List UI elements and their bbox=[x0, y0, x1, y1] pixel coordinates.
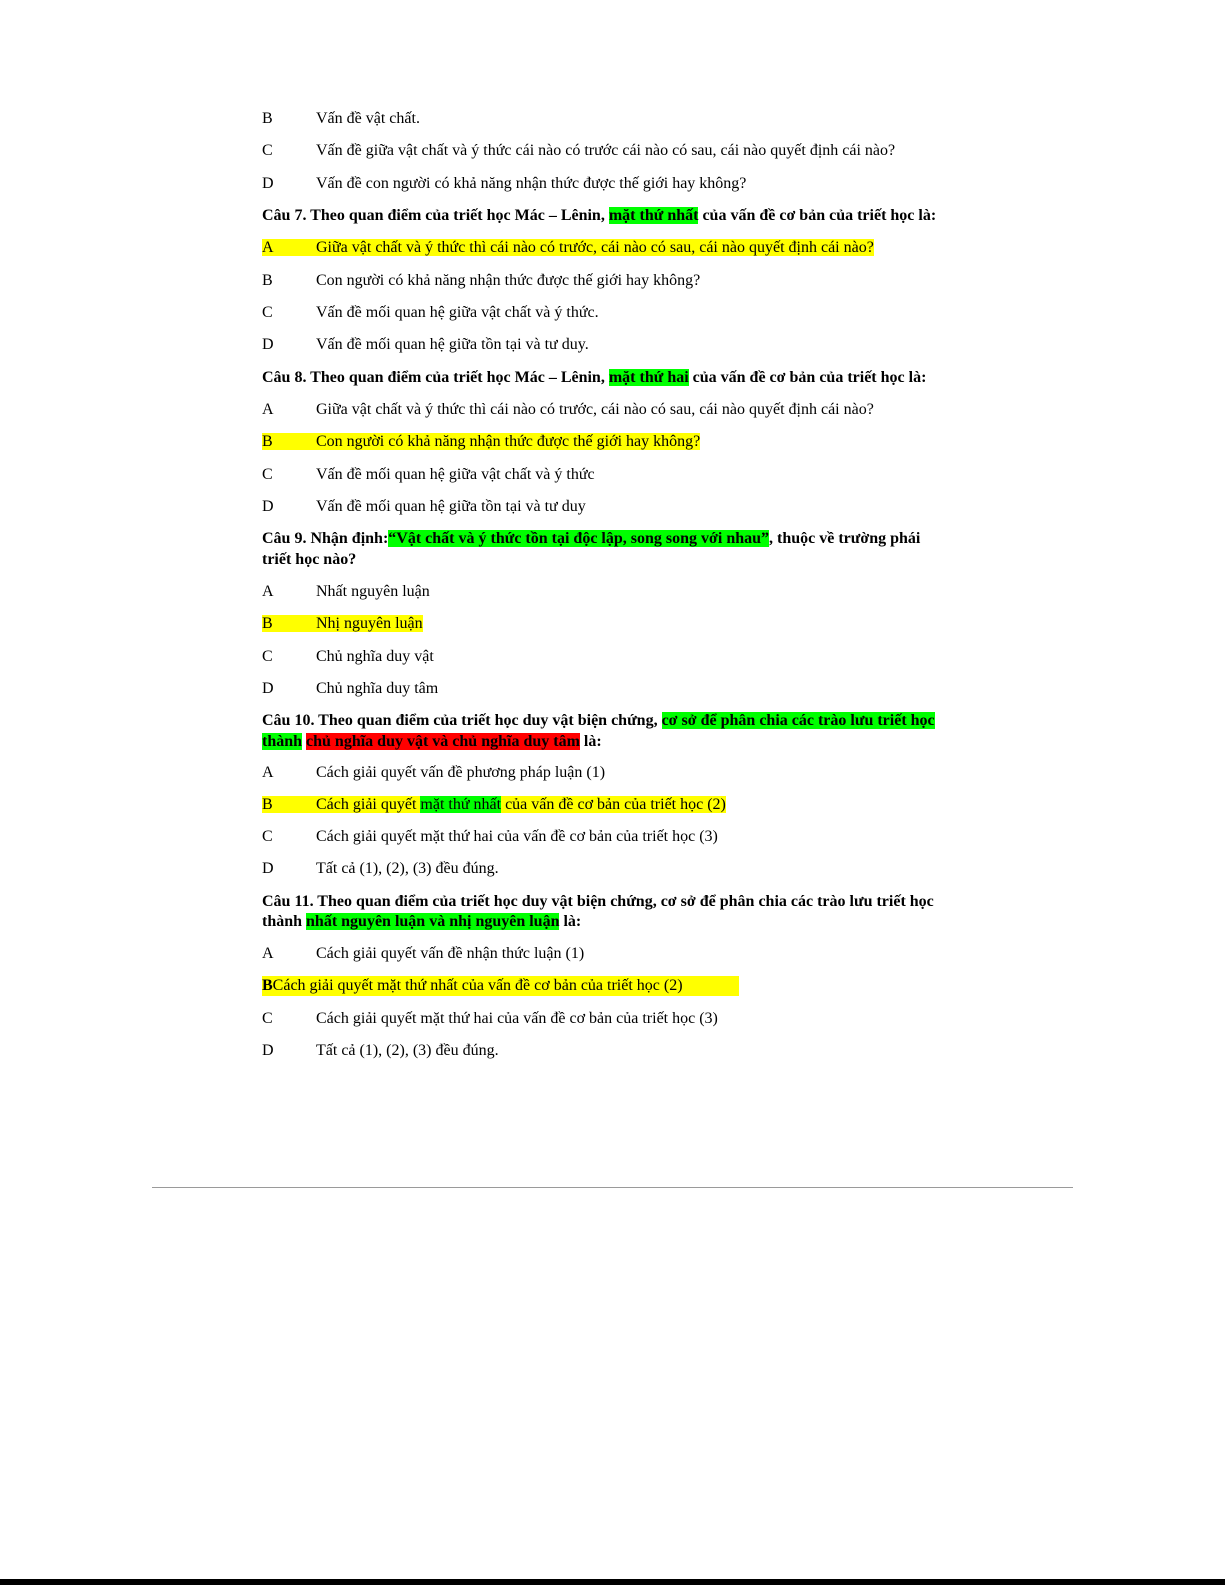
option-letter: D bbox=[262, 336, 274, 353]
q7-option-b bbox=[262, 271, 700, 291]
option-letter: A bbox=[262, 239, 274, 256]
option-text: Con người có khả năng nhận thức được thế giới hay không? bbox=[316, 433, 701, 450]
option-letter: C bbox=[262, 142, 273, 159]
q10-option-a bbox=[262, 763, 605, 783]
question-text: của vấn đề cơ bản của triết học là: bbox=[688, 369, 927, 386]
option-text: Tất cả (1), (2), (3) đều đúng. bbox=[316, 1042, 499, 1059]
option-text: Giữa vật chất và ý thức thì cái nào có trước, cái nào có sau, cái nào quyết định cái nào? bbox=[316, 239, 874, 256]
q10-option-b bbox=[262, 795, 726, 815]
q9-option-b bbox=[262, 614, 423, 634]
option-letter: C bbox=[262, 304, 273, 321]
question-7 bbox=[262, 206, 936, 226]
answer-highlight bbox=[262, 239, 874, 256]
q11-option-a bbox=[262, 944, 584, 964]
option-b bbox=[262, 109, 420, 129]
question-11: Câu 11. Theo quan điểm của triết học duy vật biện chứng, cơ sở để phân chia các trào lưu triết học bbox=[262, 893, 934, 910]
option-d bbox=[262, 174, 746, 194]
q8-option-b bbox=[262, 432, 700, 452]
q11-option-d bbox=[262, 1041, 499, 1061]
option-text: Vấn đề giữa vật chất và ý thức cái nào có trước cái nào có sau, cái nào quyết định cái nào? bbox=[316, 142, 896, 159]
option-text: của vấn đề cơ bản của triết học (2) bbox=[501, 796, 726, 813]
question-11-line-2 bbox=[262, 912, 581, 932]
question-text: Câu 10. Theo quan điểm của triết học duy vật biện chứng, bbox=[262, 712, 662, 729]
highlight-green: mặt thứ nhất bbox=[608, 207, 699, 224]
highlight-green: nhất nguyên luận và nhị nguyên luận bbox=[306, 913, 560, 930]
answer-highlight bbox=[262, 615, 423, 632]
option-text: Vấn đề vật chất. bbox=[316, 110, 420, 127]
option-text: Vấn đề mối quan hệ giữa tồn tại và tư duy bbox=[316, 498, 586, 515]
q9-option-c bbox=[262, 647, 434, 667]
question-text: thành bbox=[262, 913, 307, 930]
answer-highlight bbox=[262, 976, 739, 996]
option-letter: A bbox=[262, 401, 274, 418]
q8-option-c bbox=[262, 465, 595, 485]
option-text: Con người có khả năng nhận thức được thế giới hay không? bbox=[316, 272, 701, 289]
q7-option-c bbox=[262, 303, 599, 323]
q10-option-c bbox=[262, 827, 718, 847]
option-letter: B bbox=[262, 110, 273, 127]
option-letter: D bbox=[262, 498, 274, 515]
option-text: Nhất nguyên luận bbox=[316, 583, 430, 600]
option-letter: D bbox=[262, 175, 274, 192]
question-text: của vấn đề cơ bản của triết học là: bbox=[698, 207, 937, 224]
question-9-line-2: triết học nào? bbox=[262, 551, 357, 568]
option-letter: A bbox=[262, 945, 274, 962]
option-text: Vấn đề mối quan hệ giữa vật chất và ý thức. bbox=[316, 304, 599, 321]
option-letter: D bbox=[262, 1042, 274, 1059]
highlight-red: chủ nghĩa duy vật và chủ nghĩa duy tâm bbox=[306, 733, 580, 750]
q8-option-d bbox=[262, 497, 586, 517]
option-letter: C bbox=[262, 648, 273, 665]
question-10-line-2 bbox=[262, 732, 602, 752]
option-text: Chủ nghĩa duy tâm bbox=[316, 680, 439, 697]
option-letter: B bbox=[262, 977, 273, 994]
q10-option-d bbox=[262, 859, 499, 879]
option-text: Vấn đề mối quan hệ giữa vật chất và ý thức bbox=[316, 466, 595, 483]
option-text: Cách giải quyết mặt thứ hai của vấn đề cơ bản của triết học (3) bbox=[316, 1010, 718, 1027]
option-letter: C bbox=[262, 1010, 273, 1027]
option-letter: D bbox=[262, 680, 274, 697]
question-8 bbox=[262, 368, 926, 388]
q9-option-d bbox=[262, 679, 438, 699]
q11-option-c bbox=[262, 1009, 718, 1029]
highlight-green: thành bbox=[262, 733, 303, 750]
option-letter: B bbox=[262, 272, 273, 289]
highlight-green: cơ sở để phân chia các trào lưu triết học bbox=[661, 712, 935, 729]
question-text: Câu 9. Nhận định: bbox=[262, 530, 389, 547]
question-text: Câu 7. Theo quan điểm của triết học Mác – Lênin, bbox=[262, 207, 609, 224]
q7-option-a bbox=[262, 238, 874, 258]
option-text: Cách giải quyết bbox=[316, 796, 421, 813]
option-text: Cách giải quyết vấn đề nhận thức luận (1) bbox=[316, 945, 585, 962]
option-text: Tất cả (1), (2), (3) đều đúng. bbox=[316, 860, 499, 877]
question-text: là: bbox=[559, 913, 582, 930]
q7-option-d bbox=[262, 335, 589, 355]
highlight-green: mặt thứ hai bbox=[608, 369, 689, 386]
option-text: Vấn đề con người có khả năng nhận thức được thế giới hay không? bbox=[316, 175, 747, 192]
highlight-green: “Vật chất và ý thức tồn tại độc lập, song song với nhau” bbox=[388, 530, 770, 547]
bottom-border bbox=[0, 1579, 1225, 1585]
question-text: , thuộc về trường phái bbox=[769, 530, 921, 547]
answer-highlight bbox=[262, 433, 700, 450]
question-10 bbox=[262, 711, 935, 731]
answer-highlight bbox=[262, 796, 726, 813]
option-text: Giữa vật chất và ý thức thì cái nào có trước, cái nào có sau, cái nào quyết định cái nào? bbox=[316, 401, 874, 418]
question-9 bbox=[262, 529, 920, 549]
option-letter: B bbox=[262, 796, 273, 813]
option-letter: A bbox=[262, 583, 274, 600]
option-text: Cách giải quyết vấn đề phương pháp luận (1) bbox=[316, 764, 606, 781]
option-letter: B bbox=[262, 433, 273, 450]
page-divider bbox=[152, 1187, 1073, 1188]
option-text: Cách giải quyết mặt thứ hai của vấn đề cơ bản của triết học (3) bbox=[316, 828, 718, 845]
q11-option-b bbox=[262, 976, 739, 996]
q9-option-a bbox=[262, 582, 430, 602]
option-letter: D bbox=[262, 860, 274, 877]
question-text: là: bbox=[579, 733, 602, 750]
option-text: Chủ nghĩa duy vật bbox=[316, 648, 434, 665]
option-letter: B bbox=[262, 615, 273, 632]
option-letter: A bbox=[262, 764, 274, 781]
question-text: Câu 8. Theo quan điểm của triết học Mác – Lênin, bbox=[262, 369, 609, 386]
option-text: Vấn đề mối quan hệ giữa tồn tại và tư duy. bbox=[316, 336, 589, 353]
option-letter: C bbox=[262, 466, 273, 483]
highlight-green: mặt thứ nhất bbox=[420, 796, 502, 813]
q8-option-a bbox=[262, 400, 874, 420]
option-text: Cách giải quyết mặt thứ nhất của vấn đề cơ bản của triết học (2) bbox=[272, 977, 683, 994]
option-text: Nhị nguyên luận bbox=[316, 615, 423, 632]
option-c bbox=[262, 141, 895, 161]
option-letter: C bbox=[262, 828, 273, 845]
